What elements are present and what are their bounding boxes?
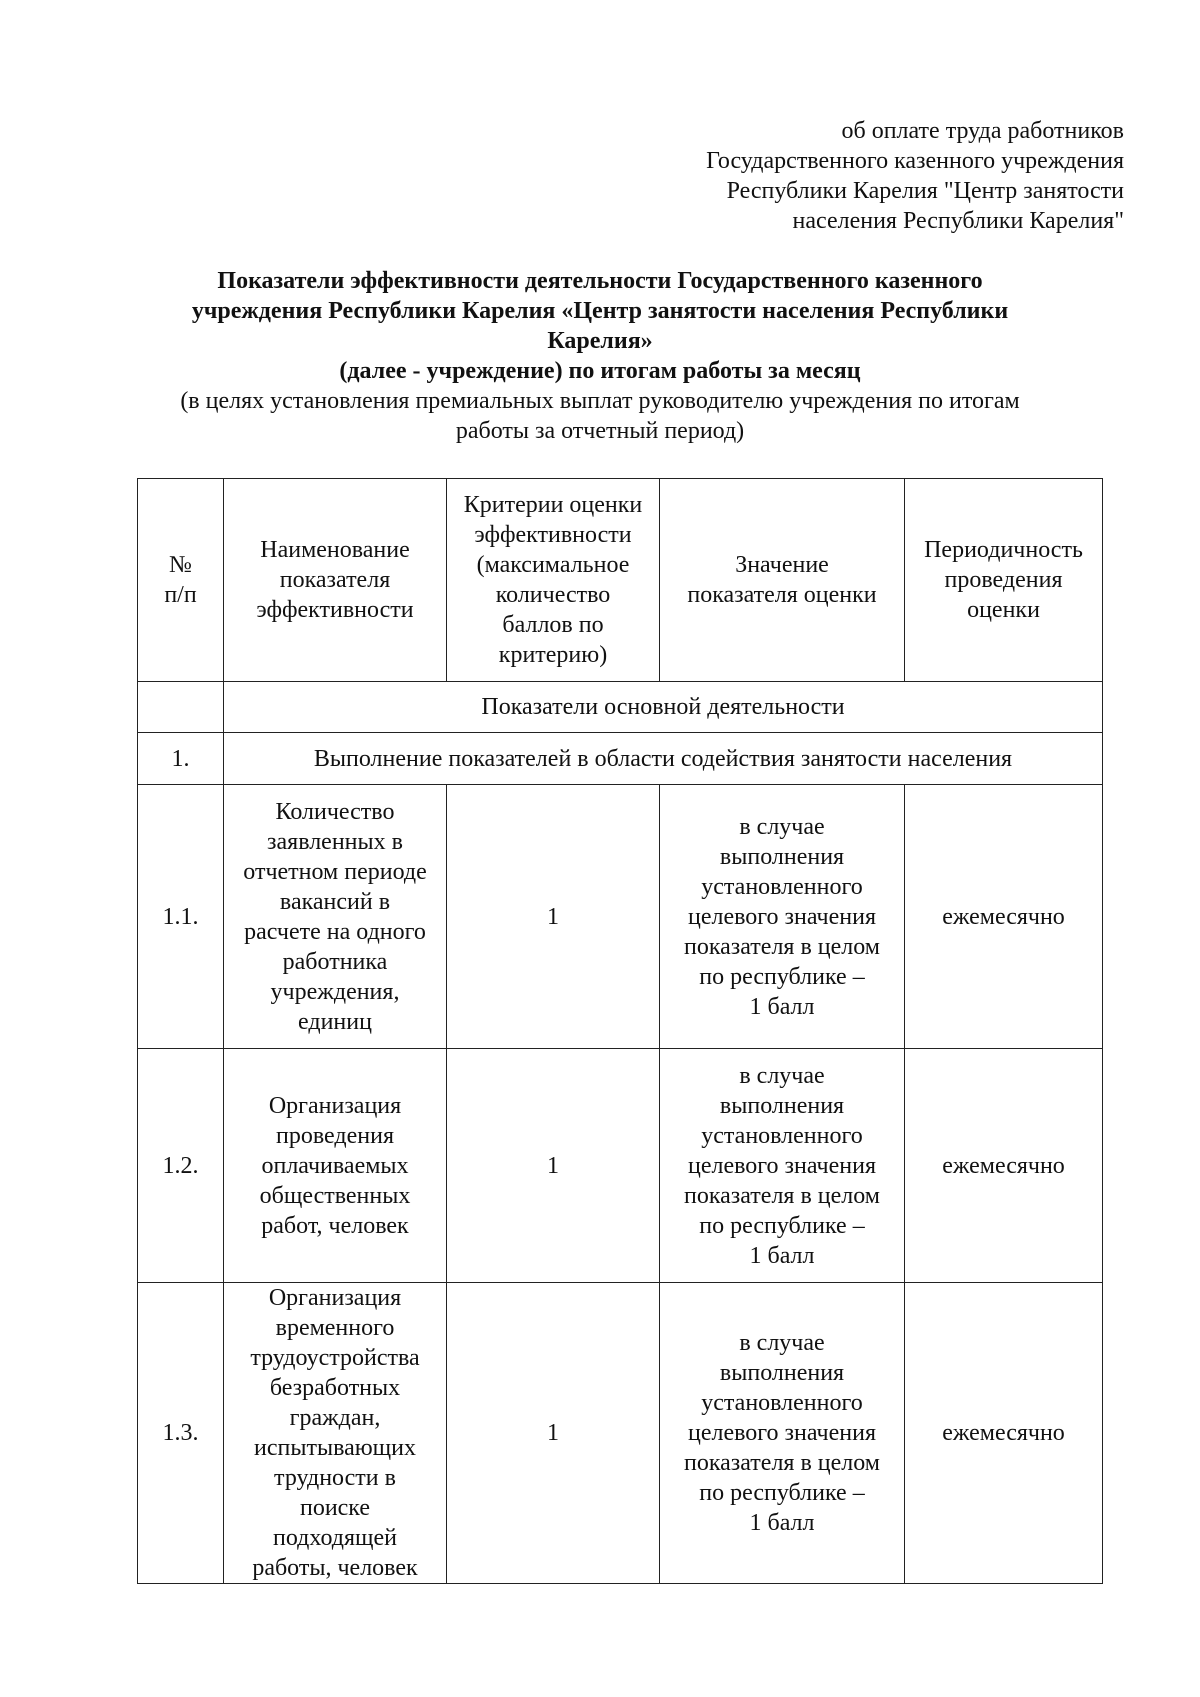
section-num-cell: [138, 682, 224, 733]
title-note: (в целях установления премиальных выплат руководителю учреждения по итогам: [180, 388, 1020, 414]
table-row: [138, 1049, 1103, 1283]
row-name: Организация временного трудоустройства безработных граждан, испытывающих трудности в поиске подходящей работы, человек: [224, 1283, 447, 1584]
row-criteria: 1: [447, 1049, 660, 1283]
header-line: Республики Карелия "Центр занятости: [726, 178, 1124, 204]
indicators-table: [137, 478, 1103, 1584]
document-title: [120, 266, 1080, 446]
title-line: Показатели эффективности деятельности Государственного казенного: [217, 268, 983, 294]
row-name: Количество заявленных в отчетном периоде вакансий в расчете на одного работника учреждения, единиц: [224, 785, 447, 1049]
header-line: Государственного казенного учреждения: [706, 148, 1124, 174]
title-line: Карелия»: [547, 328, 653, 354]
table-row: [138, 785, 1103, 1049]
row-period: ежемесячно: [905, 1283, 1103, 1584]
row-criteria: 1: [447, 785, 660, 1049]
row-period: ежемесячно: [905, 1049, 1103, 1283]
group-title: Выполнение показателей в области содействия занятости населения: [224, 733, 1103, 785]
header-period: Периодичность проведения оценки: [905, 479, 1103, 682]
header-value: Значение показателя оценки: [660, 479, 905, 682]
header-line: об оплате труда работников: [841, 118, 1124, 144]
group-row: [138, 733, 1103, 785]
row-value: в случае выполнения установленного целевого значения показателя в целом по республике – 1 балл: [660, 1049, 905, 1283]
row-num: 1.1.: [138, 785, 224, 1049]
section-row: [138, 682, 1103, 733]
header-line: населения Республики Карелия": [792, 208, 1124, 234]
header-criteria: Критерии оценки эффективности (максимальное количество баллов по критерию): [447, 479, 660, 682]
row-value: в случае выполнения установленного целевого значения показателя в целом по республике – 1 балл: [660, 785, 905, 1049]
header-reference: [706, 116, 1124, 236]
header-num: № п/п: [138, 479, 224, 682]
header-name: Наименование показателя эффективности: [224, 479, 447, 682]
table-row: [138, 1283, 1103, 1584]
table-header-row: [138, 479, 1103, 682]
title-line: (далее - учреждение) по итогам работы за месяц: [339, 358, 861, 384]
title-note: работы за отчетный период): [455, 418, 745, 444]
row-num: 1.2.: [138, 1049, 224, 1283]
row-criteria: 1: [447, 1283, 660, 1584]
title-line: учреждения Республики Карелия «Центр занятости населения Республики: [191, 298, 1009, 324]
group-num: 1.: [138, 733, 224, 785]
row-value: в случае выполнения установленного целевого значения показателя в целом по республике – 1 балл: [660, 1283, 905, 1584]
row-name: Организация проведения оплачиваемых общественных работ, человек: [224, 1049, 447, 1283]
row-period: ежемесячно: [905, 785, 1103, 1049]
row-num: 1.3.: [138, 1283, 224, 1584]
section-title: Показатели основной деятельности: [224, 682, 1103, 733]
